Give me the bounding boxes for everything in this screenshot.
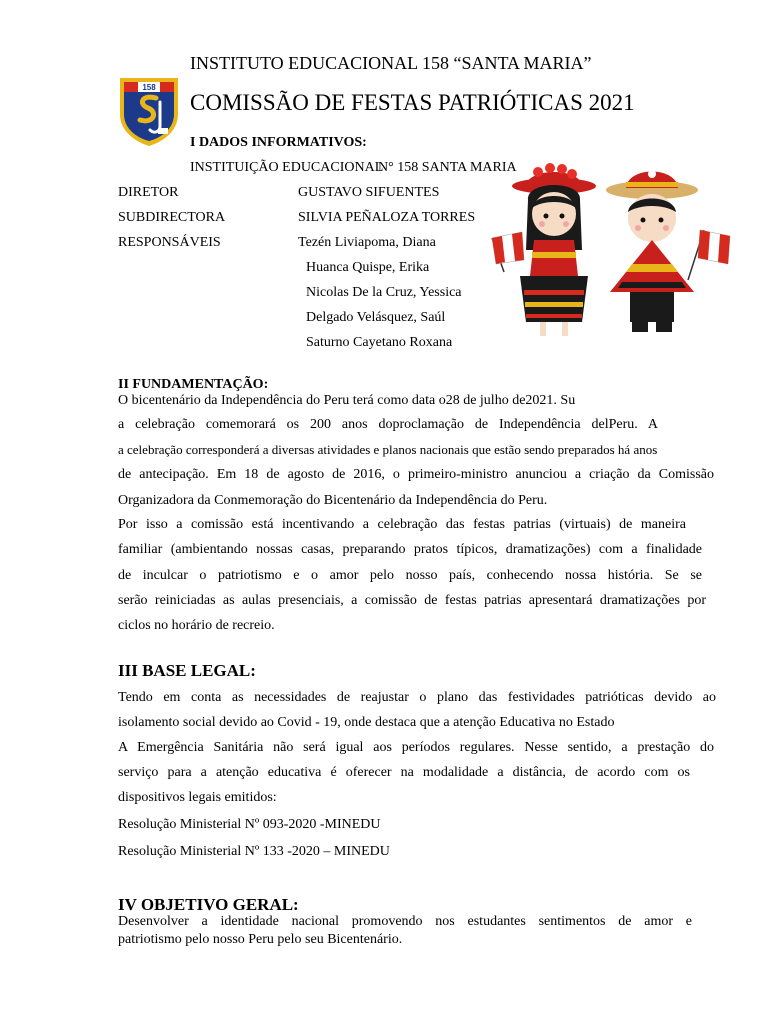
paragraph-line: serviço para a atenção educativa é oferecer na modalidade a distância, de acordo com os [118,765,690,780]
paragraph-line: Por isso a comissão está incentivando a celebração das festas patrias (virtuais) de maneira [118,517,686,532]
subdirector-value: SILVIA PEÑALOZA TORRES [298,210,476,225]
paragraph-line: A Emergência Sanitária não será igual aos períodos regulares. Nesse sentido, a prestação do [118,740,714,755]
responsible-name: Delgado Velásquez, Saúl [306,310,446,325]
peruvian-children-illustration [482,160,734,342]
paragraph-line: patriotismo pelo nosso Peru pelo seu Bicentenário. [118,932,403,947]
paragraph-line: a celebração comemorará os 200 anos doproclamação de Independência delPeru. A [118,417,658,432]
paragraph-line: de antecipação. Em 18 de agosto de 2016, o primeiro-ministro anunciou a criação da Comissão [118,467,714,482]
responsible-label: RESPONSÁVEIS [118,235,221,250]
logo-number: 158 [142,83,156,92]
legal-reference: Resolução Ministerial Nº 093-2020 -MINEDU [118,817,381,832]
institute-title: INSTITUTO EDUCACIONAL 158 “SANTA MARIA” [190,53,592,73]
paragraph-line: ciclos no horário de recreio. [118,618,275,633]
institution-label: INSTITUIÇÃO EDUCACIONAL [190,160,384,175]
subdirector-label: SUBDIRECTORA [118,210,226,225]
peru-flag-icon [492,232,524,272]
section-2-heading: II FUNDAMENTAÇÃO: [118,377,269,392]
paragraph-line: isolamento social devido ao Covid - 19, onde destaca que a atenção Educativa no Estado [118,715,615,730]
section-4-heading: IV OBJETIVO GERAL: [118,895,299,914]
paragraph-line: Tendo em conta as necessidades de reajustar o plano das festividades patrióticas devido ao [118,690,716,705]
responsible-name: Tezén Liviapoma, Diana [298,235,436,250]
commission-title: COMISSÃO DE FESTAS PATRIÓTICAS 2021 [190,90,635,115]
paragraph-line: familiar (ambientando nossas casas, preparando pratos típicos, dramatizações) com a finalidade [118,542,702,557]
paragraph-line: dispositivos legais emitidos: [118,790,277,805]
paragraph-line: de inculcar o patriotismo e o amor pelo nosso país, conhecendo nossa história. Se se [118,568,702,583]
school-logo-icon [112,74,186,148]
paragraph-line: a celebração corresponderá a diversas atividades e planos nacionais que estão sendo preparados há anos [118,442,658,457]
section-1-heading: I DADOS INFORMATIVOS: [190,135,367,150]
paragraph-line: Desenvolver a identidade nacional promovendo nos estudantes sentimentos de amor e [118,914,692,929]
paragraph-line: serão reiniciadas as aulas presenciais, a comissão de festas patrias apresentará dramatizações por [118,593,706,608]
director-value: GUSTAVO SIFUENTES [298,185,440,200]
peru-flag-icon [688,230,730,280]
legal-reference: Resolução Ministerial Nº 133 -2020 – MINEDU [118,844,390,859]
boy-figure-icon [606,170,698,332]
girl-figure-icon [512,163,596,336]
responsible-name: Nicolas De la Cruz, Yessica [306,285,462,300]
institution-value: N° 158 SANTA MARIA [378,160,517,175]
director-label: DIRETOR [118,185,179,200]
section-3-heading: III BASE LEGAL: [118,661,256,680]
responsible-name: Huanca Quispe, Erika [306,260,430,275]
paragraph-line: Organizadora da Conmemoração do Bicentenário da Independência do Peru. [118,493,548,508]
paragraph-line: O bicentenário da Independência do Peru terá como data o28 de julho de2021. Su [118,393,576,408]
responsible-name: Saturno Cayetano Roxana [306,335,453,350]
